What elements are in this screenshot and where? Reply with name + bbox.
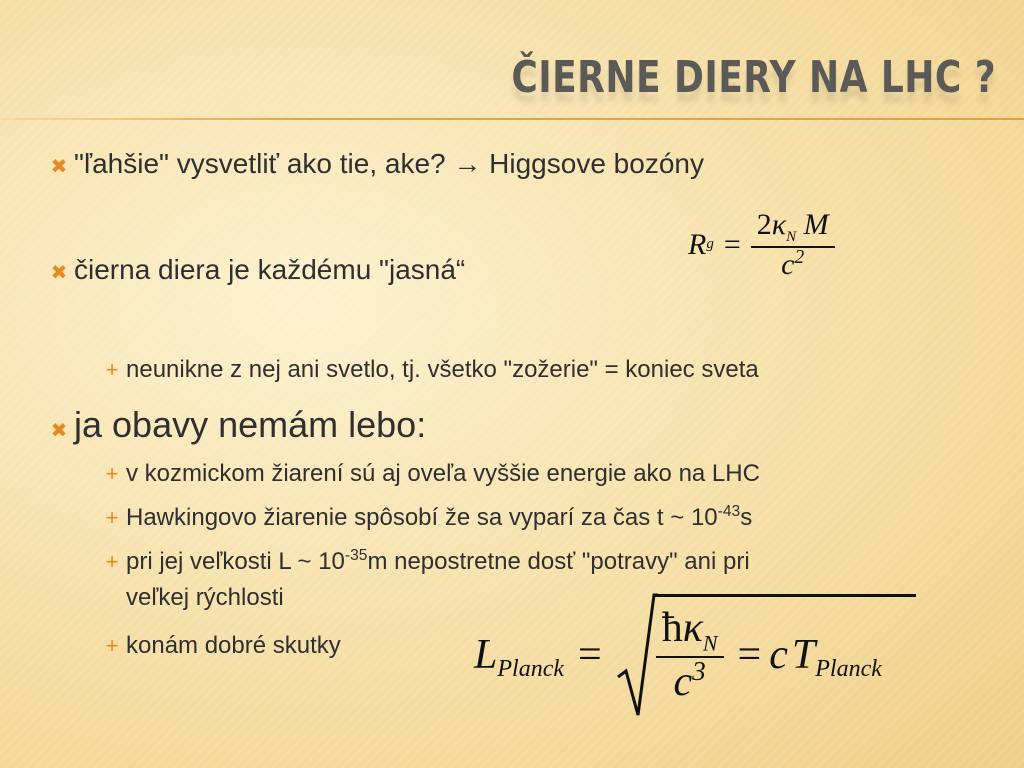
text-part: m nepostretne dosť "potravy" ani pri xyxy=(367,548,750,575)
bullet-item xyxy=(44,404,426,446)
plus-bullet-icon: + xyxy=(105,357,119,382)
radical-sign-icon xyxy=(616,591,658,719)
text-part: pri jej veľkosti L ~ 10 xyxy=(126,548,345,575)
text-part: veľkej rýchlosti xyxy=(126,584,284,611)
formula-equals: = xyxy=(737,632,762,678)
formula-hbar: ħ xyxy=(661,604,683,651)
bullet-text: v kozmickom žiarení sú aj oveľa vyššie energie ako na LHC xyxy=(126,460,760,487)
sub-bullet-item xyxy=(98,632,341,660)
formula-fraction xyxy=(751,208,835,282)
formula-equals: = xyxy=(723,227,741,261)
bullet-text xyxy=(126,504,752,532)
sub-bullet-item xyxy=(98,504,752,532)
x-bullet-icon: ✖ xyxy=(50,420,68,442)
schwarzschild-radius-formula xyxy=(688,208,835,282)
slide-title: ČIERNE DIERY NA LHC ? xyxy=(511,52,996,103)
bullet-text: "ľahšie" vysvetliť ako tie, ake? → Higgsove bozóny xyxy=(74,148,704,179)
formula-subscript: N xyxy=(702,630,718,656)
radical-overline xyxy=(654,594,916,597)
formula-numerator xyxy=(751,208,835,246)
formula-equals: = xyxy=(578,632,602,678)
bullet-text: neunikne z nej ani svetlo, tj. všetko "zožerie" = koniec sveta xyxy=(126,356,759,383)
formula-mass: M xyxy=(803,208,829,241)
text-part: s xyxy=(740,504,753,531)
formula-subscript: Planck xyxy=(497,655,564,682)
formula-c: c xyxy=(673,659,693,706)
formula-subscript: N xyxy=(786,229,797,245)
plus-bullet-icon: + xyxy=(105,633,119,658)
formula-denominator xyxy=(667,658,711,706)
formula-subscript: g xyxy=(706,236,714,253)
planck-length-formula xyxy=(474,590,882,720)
plus-bullet-icon: + xyxy=(105,549,119,574)
plus-bullet-icon: + xyxy=(105,505,119,530)
bullet-text: čierna diera je každému "jasná“ xyxy=(74,254,466,285)
text-part: Hawkingovo žiarenie spôsobí že sa vyparí za čas t ~ 10 xyxy=(126,504,718,531)
square-root xyxy=(616,591,724,719)
formula-kappa: κ xyxy=(771,208,787,241)
bullet-text: konám dobré skutky xyxy=(126,632,341,659)
formula-kappa: κ xyxy=(682,604,703,651)
formula-c: c xyxy=(769,632,788,678)
formula-coefficient: 2 xyxy=(756,208,772,241)
bullet-text: ja obavy nemám lebo: xyxy=(74,404,427,445)
formula-subscript: Planck xyxy=(815,655,882,682)
formula-exponent: 2 xyxy=(794,246,805,268)
exponent: -43 xyxy=(717,503,741,520)
formula-exponent: 3 xyxy=(692,656,706,687)
x-bullet-icon: ✖ xyxy=(50,156,68,178)
formula-symbol: R xyxy=(688,227,707,261)
x-bullet-icon: ✖ xyxy=(50,262,68,284)
formula-symbol: L xyxy=(474,632,498,678)
sub-bullet-item xyxy=(98,460,760,488)
bullet-item xyxy=(44,148,704,180)
formula-fraction xyxy=(656,604,724,706)
formula-denominator xyxy=(775,248,810,282)
bullet-item xyxy=(44,254,465,286)
plus-bullet-icon: + xyxy=(105,461,119,486)
formula-symbol: T xyxy=(791,632,816,678)
formula-numerator xyxy=(656,604,724,656)
sub-bullet-item xyxy=(98,356,759,384)
exponent: -35 xyxy=(344,547,368,564)
formula-c: c xyxy=(781,247,795,281)
